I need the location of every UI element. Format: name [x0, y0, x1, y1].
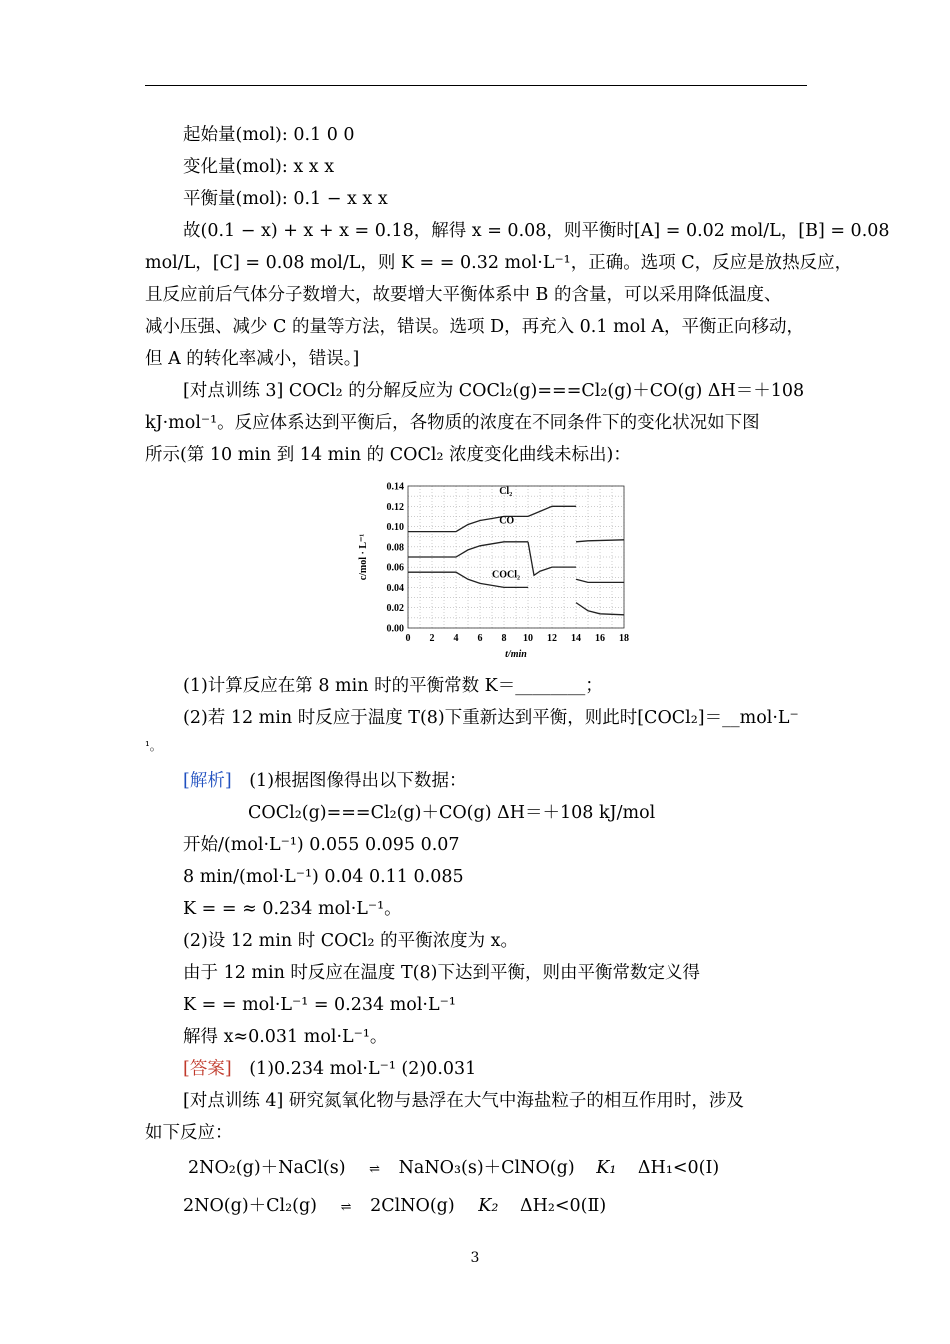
- y-tick-label: 0.04: [386, 582, 404, 594]
- equilibrium-constant: K₂: [478, 1196, 499, 1216]
- x-tick-label: 4: [453, 633, 459, 644]
- x-tick-label: 6: [477, 633, 483, 644]
- text-line: 故(0.1 − x) + x + x = 0.18，解得 x = 0.08，则平衡时[A] = 0.02 mol/L，[B] = 0.08: [183, 221, 890, 241]
- analysis-tag: [解析]: [183, 771, 232, 791]
- y-tick-label: 0.08: [386, 542, 404, 554]
- x-tick-label: 16: [595, 633, 605, 644]
- curve-label: CO: [499, 515, 515, 527]
- text-line: ¹。: [145, 739, 162, 753]
- text-line: 所示(第 10 min 到 14 min 的 COCl₂ 浓度变化曲线未标出)：: [145, 445, 631, 465]
- enthalpy: ΔH₂<0(Ⅱ): [519, 1196, 607, 1216]
- text-line: 减小压强、减少 C 的量等方法，错误。选项 D，再充入 0.1 mol A，平衡正向移动，: [145, 317, 804, 337]
- equation-line: COCl₂(g)===Cl₂(g)＋CO(g) ΔH＝＋108 kJ/mol: [248, 803, 656, 823]
- y-tick-label: 0.10: [386, 522, 404, 534]
- reaction-2: [183, 1195, 606, 1219]
- y-tick-label: 0.06: [386, 562, 404, 574]
- reaction-rhs: NaNO₃(s)＋ClNO(g): [398, 1158, 575, 1178]
- exercise-3-heading: [对点训练 3] COCl₂ 的分解反应为 COCl₂(g)===Cl₂(g)＋CO(g) ΔH＝＋108: [183, 381, 805, 401]
- text-line: 平衡量(mol): 0.1 − x x x: [183, 189, 388, 209]
- curve-label: Cl₂: [499, 486, 513, 498]
- exercise-4-heading: [对点训练 4] 研究氮氧化物与悬浮在大气中海盐粒子的相互作用时，涉及: [183, 1091, 744, 1111]
- text-line: 如下反应：: [145, 1123, 233, 1143]
- reaction-1: [188, 1157, 719, 1181]
- text-line: 但 A 的转化率减小，错误。]: [145, 349, 360, 369]
- page-number: 3: [470, 1250, 480, 1266]
- answer-line: [183, 1058, 476, 1080]
- text-line: K = = mol·L⁻¹ = 0.234 mol·L⁻¹: [183, 995, 456, 1015]
- question-1: (1)计算反应在第 8 min 时的平衡常数 K＝________；: [183, 676, 603, 696]
- text-line: 变化量(mol): x x x: [183, 157, 335, 177]
- answer-text: (1)0.234 mol·L⁻¹ (2)0.031: [249, 1059, 477, 1079]
- x-tick-label: 10: [523, 633, 533, 644]
- x-axis-label: t/min: [505, 649, 527, 660]
- enthalpy: ΔH₁<0(Ⅰ): [637, 1158, 720, 1178]
- equilibrium-constant: K₁: [596, 1158, 617, 1178]
- y-tick-label: 0.00: [386, 623, 404, 635]
- y-tick-label: 0.12: [386, 501, 404, 513]
- text-line: 起始量(mol): 0.1 0 0: [183, 125, 355, 145]
- series-line: [408, 542, 528, 557]
- text-line: 解得 x≈0.031 mol·L⁻¹。: [183, 1027, 388, 1047]
- x-tick-label: 8: [501, 633, 507, 644]
- reaction-rhs: 2ClNO(g): [370, 1196, 455, 1216]
- equilibrium-arrow-icon: ⇌: [340, 1200, 351, 1215]
- concentration-chart: [352, 478, 637, 663]
- curve-label: COCl₂: [492, 569, 520, 581]
- text-line: (1)根据图像得出以下数据：: [249, 771, 467, 791]
- equilibrium-arrow-icon: ⇌: [369, 1162, 380, 1177]
- text-line: 且反应前后气体分子数增大，故要增大平衡体系中 B 的含量，可以采用降低温度、: [145, 285, 782, 305]
- y-axis-label: c/mol · L⁻¹: [358, 533, 369, 581]
- analysis-line: [183, 770, 467, 792]
- text-line: 由于 12 min 时反应在温度 T(8)下达到平衡，则由平衡常数定义得: [183, 963, 700, 983]
- y-tick-label: 0.14: [386, 481, 404, 493]
- question-2: (2)若 12 min 时反应于温度 T(8)下重新达到平衡，则此时[COCl₂]＝__mol·L⁻: [183, 708, 799, 728]
- text-line: kJ·mol⁻¹。反应体系达到平衡后，各物质的浓度在不同条件下的变化状况如下图: [145, 413, 760, 433]
- x-tick-label: 2: [429, 633, 435, 644]
- text-line: 8 min/(mol·L⁻¹) 0.04 0.11 0.085: [183, 867, 464, 887]
- text-line: K = = ≈ 0.234 mol·L⁻¹。: [183, 899, 402, 919]
- x-tick-label: 12: [547, 633, 557, 644]
- text-line: (2)设 12 min 时 COCl₂ 的平衡浓度为 x。: [183, 931, 519, 951]
- reaction-lhs: 2NO₂(g)＋NaCl(s): [188, 1158, 346, 1178]
- header-rule: [145, 85, 807, 86]
- series-line: [576, 540, 624, 542]
- x-tick-label: 14: [571, 633, 581, 644]
- text-line: 开始/(mol·L⁻¹) 0.055 0.095 0.07: [183, 835, 460, 855]
- y-tick-label: 0.02: [386, 603, 404, 615]
- x-tick-label: 18: [619, 633, 629, 644]
- x-tick-label: 0: [405, 633, 411, 644]
- answer-tag: [答案]: [183, 1059, 232, 1079]
- text-line: mol/L，[C] = 0.08 mol/L，则 K = = 0.32 mol·L⁻¹，正确。选项 C，反应是放热反应，: [145, 253, 853, 273]
- reaction-lhs: 2NO(g)＋Cl₂(g): [183, 1196, 318, 1216]
